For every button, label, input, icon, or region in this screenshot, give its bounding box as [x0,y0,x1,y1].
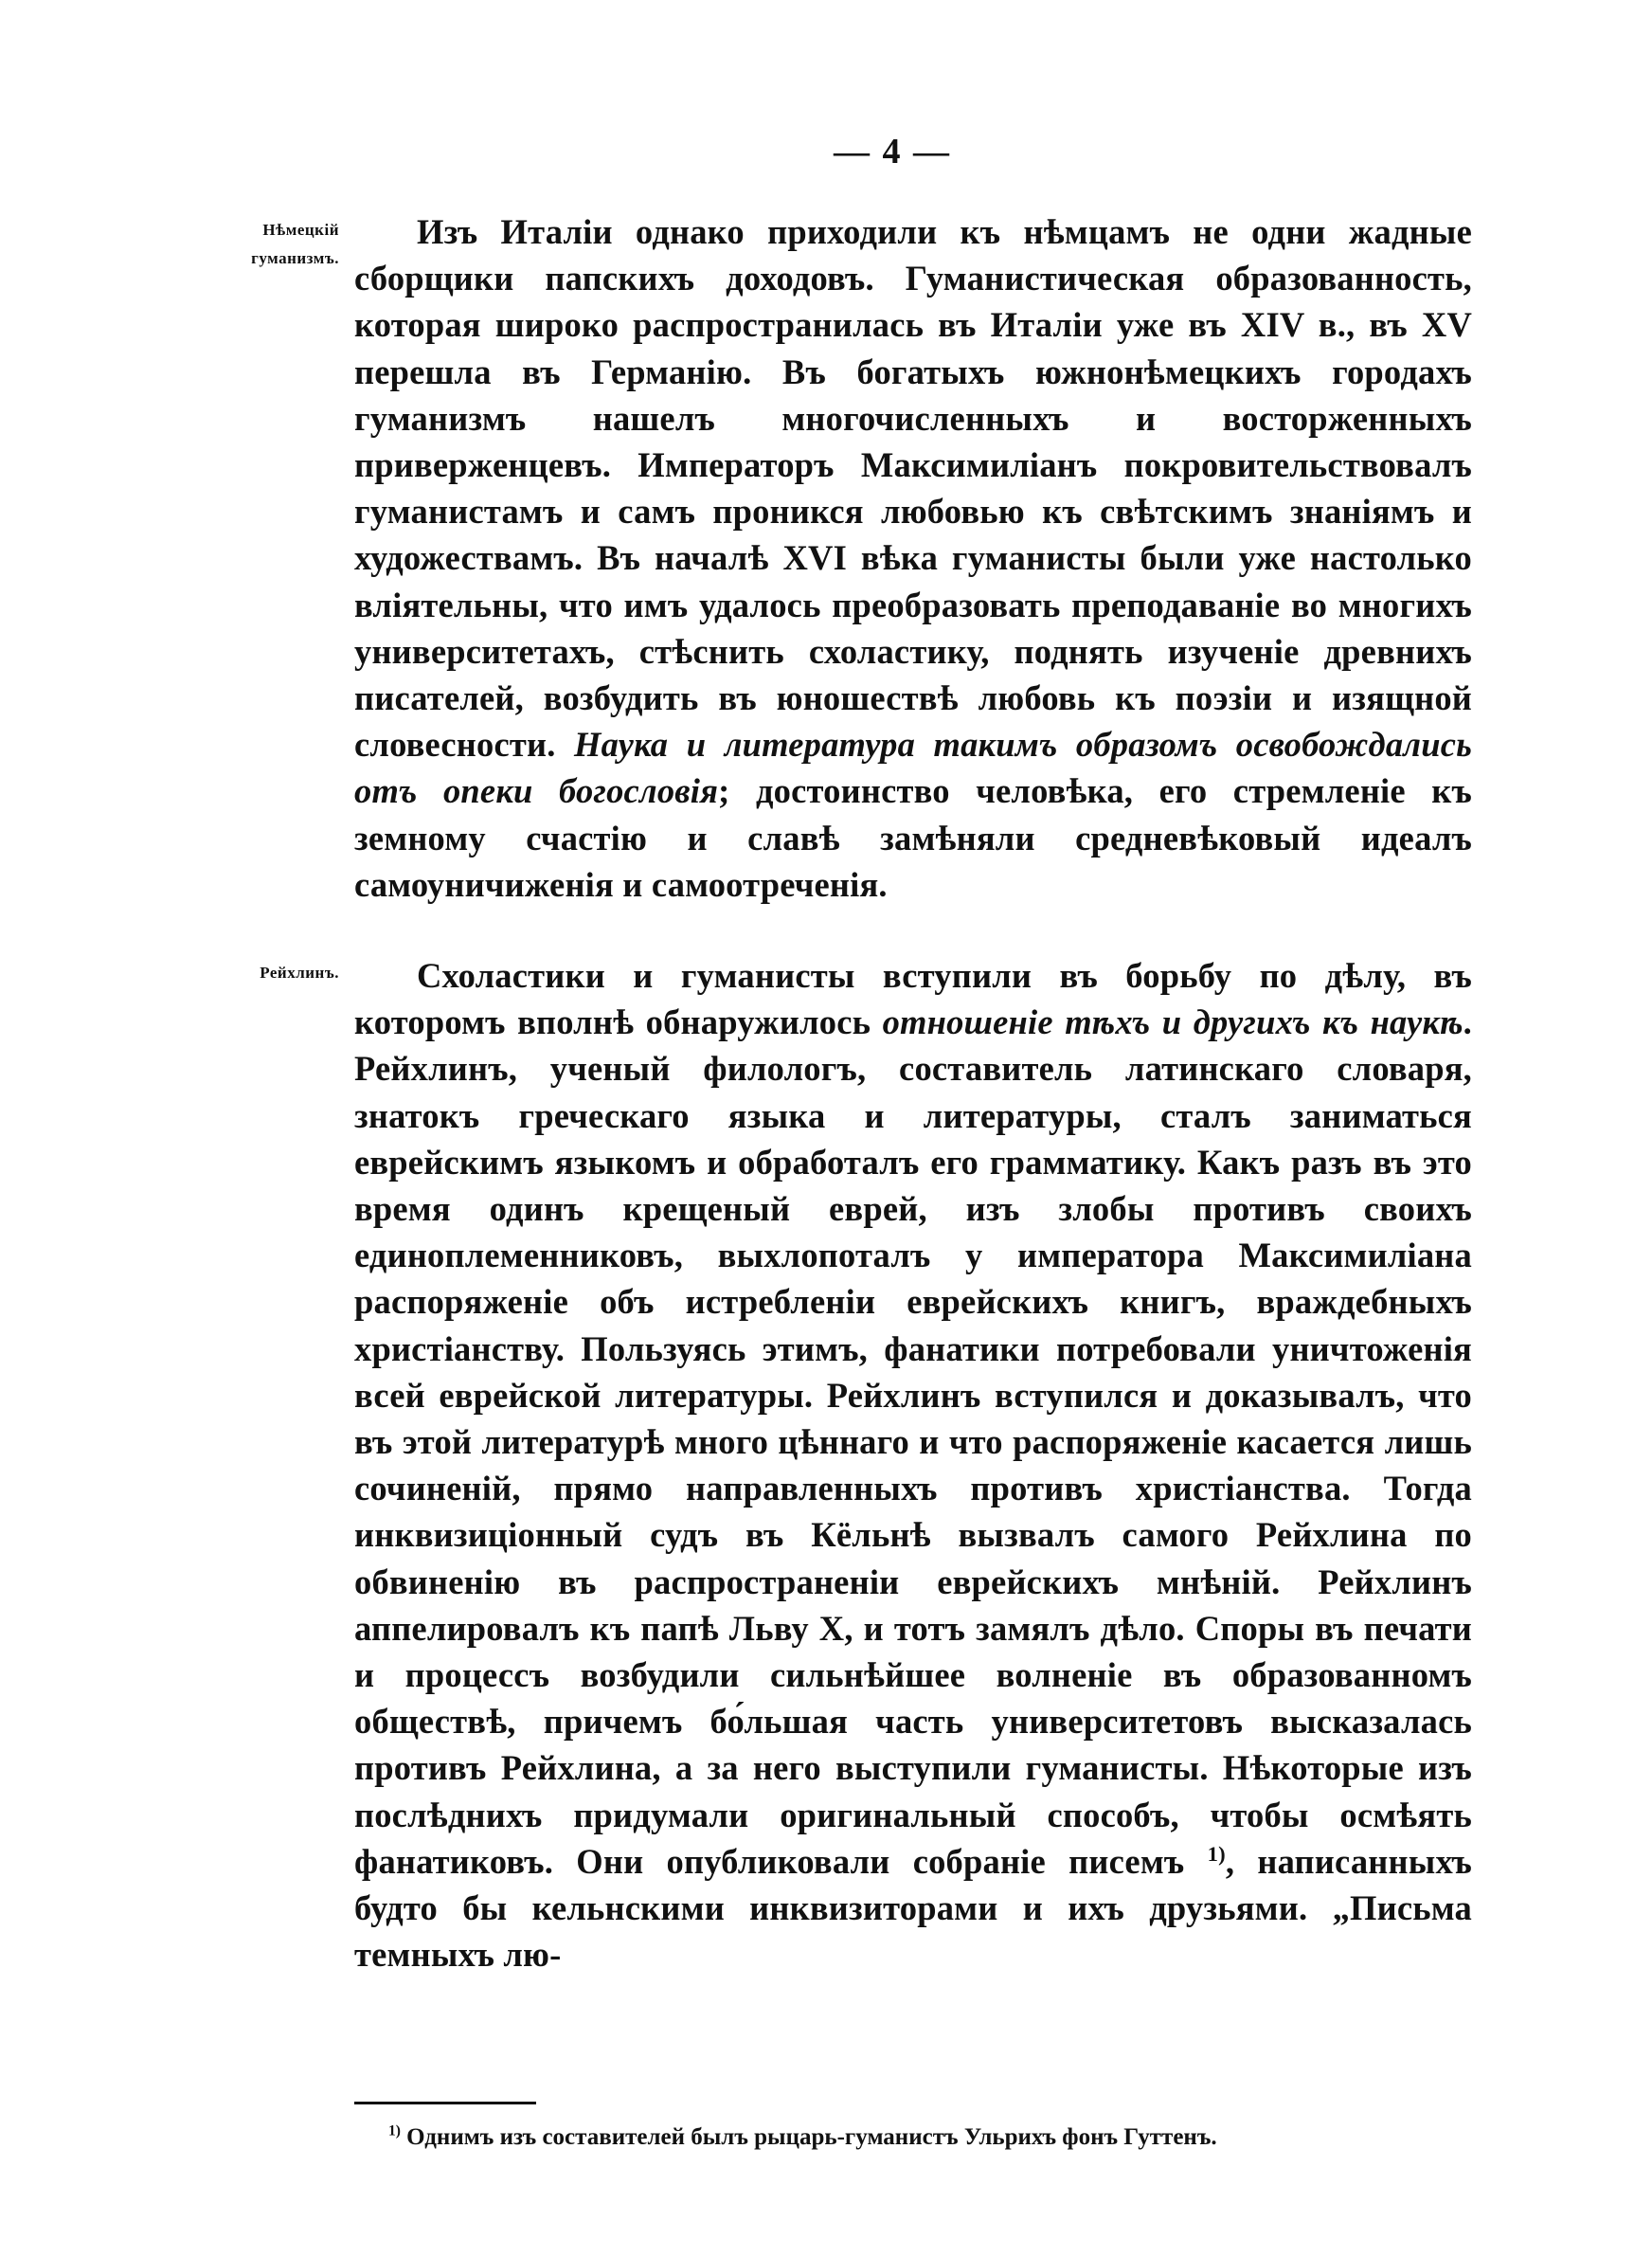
footnote-text: Однимъ изъ составителей былъ рыцарь-гуманистъ Ульрихъ фонъ Гуттенъ. [406,2124,1217,2150]
paragraph-text: , написанныхъ будто бы кельнскими инквизиторами и ихъ друзьями. „Письма темныхъ лю- [354,1841,1472,1975]
italic-emphasis: отношеніе тѣхъ и другихъ къ наукѣ [882,1002,1463,1042]
page-number: — 4 — [834,132,951,172]
paragraph-text: ; достоинство человѣка, его стремленіе къ земному счастію и славѣ замѣняли средневѣковый идеалъ самоуничиженія и самоотреченія. [354,771,1472,904]
paragraph-reuchlin [354,952,1472,1977]
margin-note-reuchlin: Рейхлинъ. [260,964,339,982]
footnote-divider [354,2102,536,2104]
footnote [388,2119,1487,2157]
paragraph-text: Схоластики и гуманисты вступили въ борьбу по дѣлу, въ которомъ вполнѣ обнаружилось [354,956,1472,1042]
paragraph-text: . Рейхлинъ, ученый филологъ, составитель латинскаго словаря, знатокъ греческаго языка и литературы, сталъ заниматься еврейскимъ языкомъ и обработалъ его грамматику. Какъ разъ въ это время одинъ крещеный еврей, изъ злобы противъ своихъ единоплеменниковъ, выхлопоталъ у императора Максимиліана распоряженіе объ истребленіи еврейскихъ книгъ, враждебныхъ христіанству. Пользуясь этимъ, фанатики потребовали уничтоженія всей еврейской литературы. Рейхлинъ вступился и доказывалъ, что въ этой литературѣ много цѣннаго и что распоряженіе касается лишь сочиненій, прямо направленныхъ противъ христіанства. Тогда инквизиціонный судъ въ Кёльнѣ вызвалъ самого Рейхлина по обвиненію въ распространеніи еврейскихъ мнѣній. Рейхлинъ аппелировалъ къ папѣ Льву X, и тотъ замялъ дѣло. Споры въ печати и процессъ возбудили сильнѣйшее волненіе въ образованномъ обществѣ, причемъ бо́льшая часть университетовъ высказалась противъ Рейхлина, а за него выступили гуманисты. Нѣкоторые изъ послѣднихъ придумали оригинальный способъ, чтобы осмѣять фанатиковъ. Они опубликовали собраніе писемъ [354,1002,1472,1881]
margin-note-humanism: Нѣмецкій гуманизмъ. [251,221,339,267]
footnote-reference[interactable]: 1) [1207,1841,1226,1866]
footnote-marker: 1) [388,2122,401,2140]
paragraph-humanism [354,208,1472,908]
paragraph-text: Изъ Италіи однако приходили къ нѣмцамъ не одни жадные сборщики папскихъ доходовъ. Гуманистическая образованность, которая широко распространилась въ Италіи уже въ XIV в., въ XV перешла въ Германію. Въ богатыхъ южнонѣмецкихъ городахъ гуманизмъ нашелъ многочисленныхъ и восторженныхъ приверженцевъ. Императоръ Максимиліанъ покровительствовалъ гуманистамъ и самъ проникся любовью къ свѣтскимъ знаніямъ и художествамъ. Въ началѣ XVI вѣка гуманисты были уже настолько вліятельны, что имъ удалось преобразовать преподаваніе во многихъ университетахъ, стѣснить схоластику, поднять изученіе древнихъ писателей, возбудить въ юношествѣ любовь къ поэзіи и изящной словесности. [354,212,1472,765]
italic-emphasis: Наука и литература такимъ образомъ освобождались отъ опеки богословія [354,725,1472,811]
